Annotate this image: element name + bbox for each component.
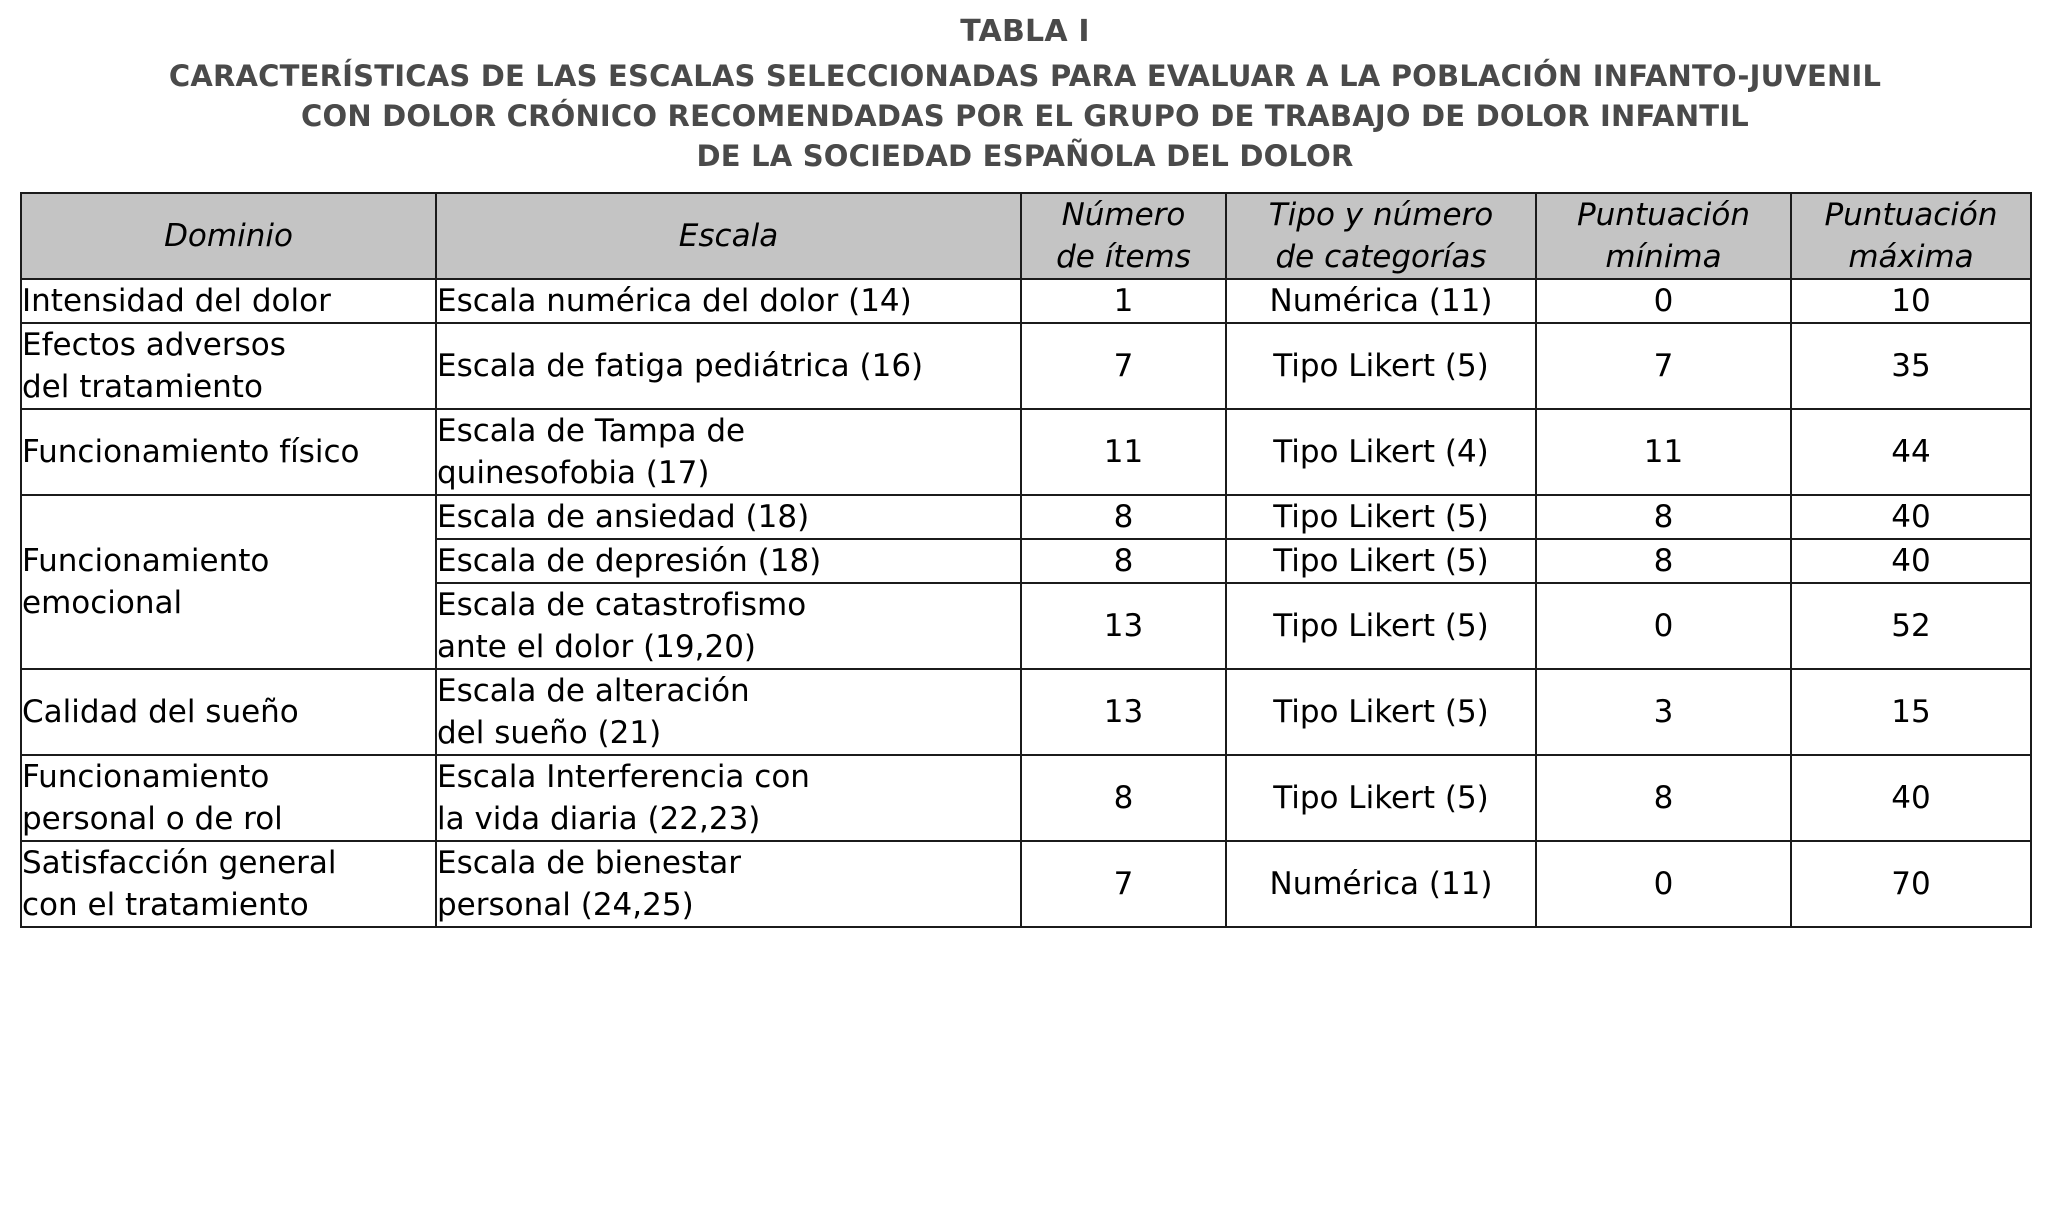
table-row <box>21 669 2031 755</box>
column-header-puntuacion-minima-line2: mínima <box>1605 239 1722 275</box>
cell-minima: 11 <box>1536 409 1791 495</box>
cell-maxima: 15 <box>1791 669 2031 755</box>
cell-escala-line2: personal (24,25) <box>437 887 694 923</box>
cell-dominio-line2: emocional <box>22 585 183 621</box>
table-header-row <box>21 193 2031 279</box>
cell-dominio-line1: Satisfacción general <box>22 845 337 881</box>
cell-maxima: 52 <box>1791 583 2031 669</box>
cell-maxima: 44 <box>1791 409 2031 495</box>
table-body <box>21 279 2031 927</box>
cell-minima: 0 <box>1536 583 1791 669</box>
cell-dominio-line1: Funcionamiento <box>22 543 270 579</box>
cell-tipo: Tipo Likert (5) <box>1226 539 1536 583</box>
table-label: TABLA I <box>960 14 1090 49</box>
cell-minima: 8 <box>1536 539 1791 583</box>
column-header-numero-items-line1: Número <box>1061 197 1186 233</box>
table-row <box>21 323 2031 409</box>
cell-dominio <box>21 669 436 755</box>
cell-items: 7 <box>1021 841 1226 927</box>
column-header-tipo-categorias-line2: de categorías <box>1275 239 1487 275</box>
cell-items: 7 <box>1021 323 1226 409</box>
cell-dominio-line1: Calidad del sueño <box>22 694 299 730</box>
cell-escala <box>436 539 1021 583</box>
cell-tipo: Tipo Likert (5) <box>1226 755 1536 841</box>
table-row <box>21 409 2031 495</box>
cell-items: 13 <box>1021 669 1226 755</box>
cell-dominio <box>21 841 436 927</box>
cell-escala-line2: quinesofobia (17) <box>437 455 710 491</box>
cell-dominio-line2: personal o de rol <box>22 801 283 837</box>
cell-minima: 3 <box>1536 669 1791 755</box>
cell-escala <box>436 755 1021 841</box>
column-header-escala <box>436 193 1021 279</box>
cell-escala <box>436 583 1021 669</box>
cell-escala-line1: Escala Interferencia con <box>437 759 810 795</box>
cell-escala-line2: la vida diaria (22,23) <box>437 801 761 837</box>
cell-dominio <box>21 279 436 323</box>
cell-items: 8 <box>1021 755 1226 841</box>
column-header-escala-label: Escala <box>678 218 779 254</box>
cell-maxima: 40 <box>1791 539 2031 583</box>
cell-dominio <box>21 755 436 841</box>
cell-maxima: 70 <box>1791 841 2031 927</box>
cell-items: 13 <box>1021 583 1226 669</box>
cell-maxima: 40 <box>1791 495 2031 539</box>
cell-items: 11 <box>1021 409 1226 495</box>
table-header <box>21 193 2031 279</box>
cell-escala-line1: Escala de catastrofismo <box>437 587 807 623</box>
table-row <box>21 755 2031 841</box>
cell-escala <box>436 669 1021 755</box>
cell-tipo: Tipo Likert (5) <box>1226 495 1536 539</box>
column-header-puntuacion-minima-line1: Puntuación <box>1576 197 1751 233</box>
column-header-dominio <box>21 193 436 279</box>
cell-minima: 0 <box>1536 279 1791 323</box>
column-header-tipo-categorias <box>1226 193 1536 279</box>
cell-tipo: Tipo Likert (5) <box>1226 323 1536 409</box>
cell-minima: 8 <box>1536 495 1791 539</box>
cell-maxima: 10 <box>1791 279 2031 323</box>
cell-minima: 0 <box>1536 841 1791 927</box>
cell-tipo: Tipo Likert (4) <box>1226 409 1536 495</box>
cell-dominio-line1: Intensidad del dolor <box>22 283 331 319</box>
cell-dominio-line1: Funcionamiento <box>22 759 270 795</box>
characteristics-table <box>20 192 2032 928</box>
cell-items: 8 <box>1021 539 1226 583</box>
cell-dominio <box>21 323 436 409</box>
cell-minima: 8 <box>1536 755 1791 841</box>
table-row <box>21 279 2031 323</box>
column-header-puntuacion-minima <box>1536 193 1791 279</box>
cell-escala-line2: ante el dolor (19,20) <box>437 629 757 665</box>
cell-tipo: Numérica (11) <box>1226 841 1536 927</box>
cell-escala-line1: Escala de bienestar <box>437 845 741 881</box>
cell-escala-line1: Escala numérica del dolor (14) <box>437 283 912 319</box>
cell-tipo: Tipo Likert (5) <box>1226 669 1536 755</box>
column-header-puntuacion-maxima-line2: máxima <box>1848 239 1974 275</box>
cell-tipo: Numérica (11) <box>1226 279 1536 323</box>
cell-dominio-line1: Efectos adversos <box>22 327 286 363</box>
cell-dominio-line2: del tratamiento <box>22 369 263 405</box>
cell-escala-line1: Escala de ansiedad (18) <box>437 499 810 535</box>
cell-dominio <box>21 495 436 669</box>
column-header-puntuacion-maxima-line1: Puntuación <box>1824 197 1998 233</box>
cell-escala <box>436 841 1021 927</box>
cell-escala-line1: Escala de fatiga pediátrica (16) <box>437 348 924 384</box>
table-title-block <box>20 10 2030 176</box>
cell-escala <box>436 409 1021 495</box>
cell-dominio-line1: Funcionamiento físico <box>22 434 360 470</box>
cell-items: 8 <box>1021 495 1226 539</box>
column-header-puntuacion-maxima <box>1791 193 2031 279</box>
column-header-tipo-categorias-line1: Tipo y número <box>1268 197 1494 233</box>
cell-escala-line1: Escala de Tampa de <box>437 413 746 449</box>
cell-dominio-line2: con el tratamiento <box>22 887 309 923</box>
cell-items: 1 <box>1021 279 1226 323</box>
cell-escala-line1: Escala de alteración <box>437 673 750 709</box>
cell-escala <box>436 495 1021 539</box>
cell-escala <box>436 279 1021 323</box>
cell-escala <box>436 323 1021 409</box>
cell-escala-line2: del sueño (21) <box>437 715 662 751</box>
table-row <box>21 841 2031 927</box>
cell-minima: 7 <box>1536 323 1791 409</box>
table-title-line-1: CARACTERÍSTICAS DE LAS ESCALAS SELECCIONADAS PARA EVALUAR A LA POBLACIÓN INFANTO-JUVENIL <box>168 59 1882 93</box>
cell-escala-line1: Escala de depresión (18) <box>437 543 822 579</box>
column-header-numero-items <box>1021 193 1226 279</box>
column-header-numero-items-line2: de ítems <box>1056 239 1191 275</box>
table-title-line-2: CON DOLOR CRÓNICO RECOMENDADAS POR EL GRUPO DE TRABAJO DE DOLOR INFANTIL <box>301 99 1749 133</box>
cell-dominio <box>21 409 436 495</box>
cell-maxima: 35 <box>1791 323 2031 409</box>
cell-maxima: 40 <box>1791 755 2031 841</box>
table-title-line-3: DE LA SOCIEDAD ESPAÑOLA DEL DOLOR <box>696 139 1354 173</box>
cell-tipo: Tipo Likert (5) <box>1226 583 1536 669</box>
table-row <box>21 495 2031 539</box>
column-header-dominio-label: Dominio <box>164 218 293 254</box>
